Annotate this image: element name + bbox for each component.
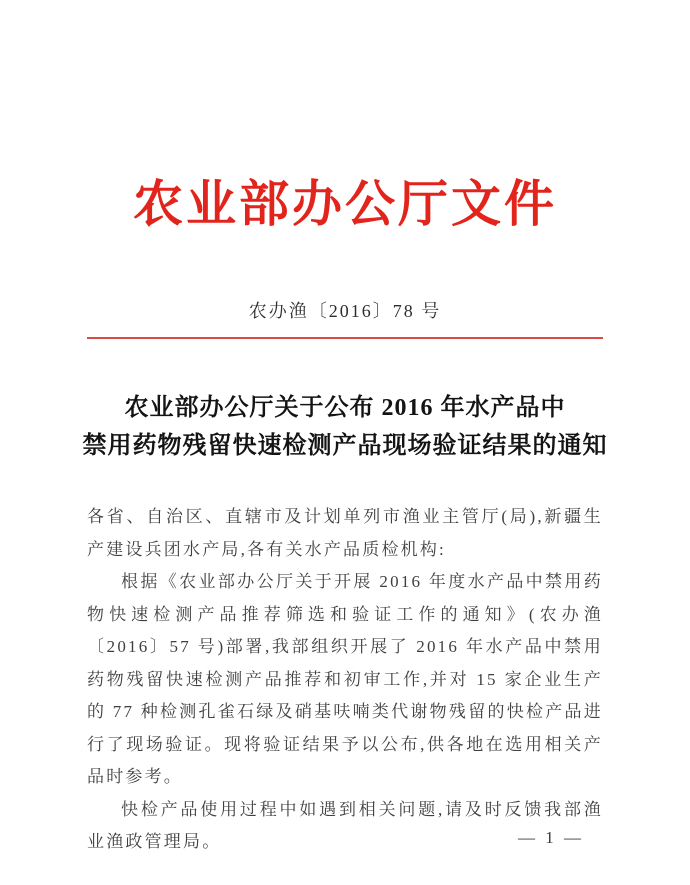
notice-title-line-2: 禁用药物残留快速检测产品现场验证结果的通知 bbox=[82, 433, 608, 459]
page-number: — 1 — bbox=[518, 828, 584, 847]
document-number: 农办渔〔2016〕78 号 bbox=[248, 301, 442, 321]
document-header-title: 农业部办公厅文件 bbox=[133, 176, 557, 232]
body-paragraph-2: 快检产品使用过程中如遇到相关问题,请及时反馈我部渔业渔政管理局。 bbox=[87, 799, 603, 851]
notice-title bbox=[0, 389, 690, 465]
salutation: 各省、自治区、直辖市及计划单列市渔业主管厅(局),新疆生产建设兵团水产局,各有关水产品质检机构: bbox=[87, 507, 603, 559]
red-divider-line bbox=[87, 337, 603, 339]
document-body bbox=[87, 501, 603, 859]
notice-title-line-1: 农业部办公厅关于公布 2016 年水产品中 bbox=[124, 395, 566, 421]
body-paragraph-1: 根据《农业部办公厅关于开展 2016 年度水产品中禁用药物快速检测产品推荐筛选和验证工作的通知》(农办渔〔2016〕57 号)部署,我部组织开展了 2016 年水产品中禁用药物残留快速检测产品推荐和初审工作,并对 15 家企业生产的 77 种检测孔雀石绿及硝基呋喃类代谢物残留的快检产品进行了现场验证。现将验证结果予以公布,供各地在选用相关产品时参考。 bbox=[87, 572, 603, 786]
